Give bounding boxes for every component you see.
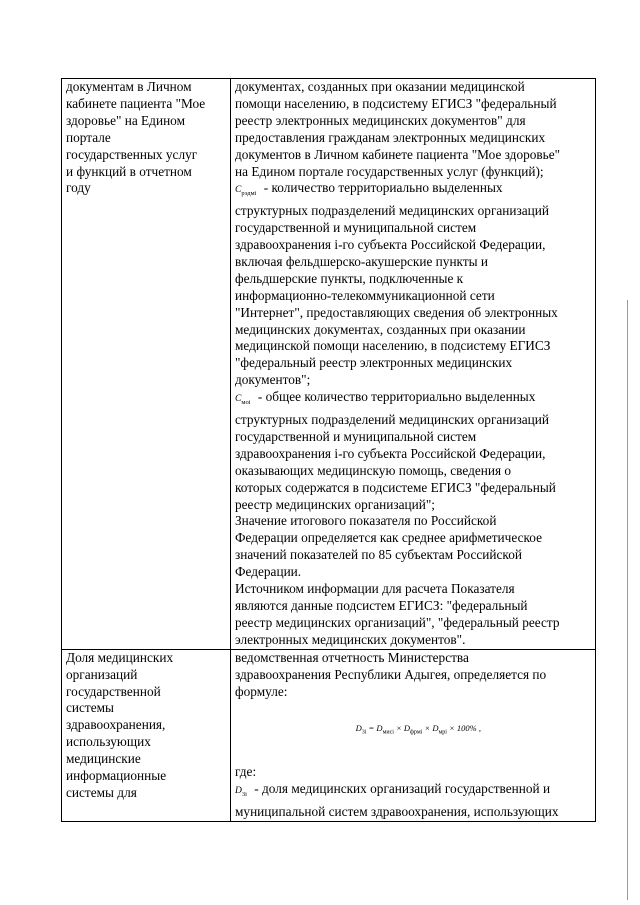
text-line: Значение итогового показателя по Российской: [235, 513, 497, 529]
text-line: включая фельдшерско-акушерские пункты и: [235, 253, 489, 269]
text-line: оказывающих медицинскую помощь, сведения о: [235, 462, 512, 478]
formula-operator: ×: [422, 723, 433, 734]
text-line: - доля медицинских организаций государственной и: [250, 780, 551, 796]
indicator-method-cell: [231, 649, 596, 821]
formula-subscript: 3i: [361, 730, 367, 737]
formula-operator: ×: [393, 723, 404, 734]
text-line: здравоохранения i-го субъекта Российской Федерации,: [235, 445, 546, 461]
text-line: помощи населению, в подсистему ЕГИСЗ "федеральный: [235, 95, 557, 111]
formula-subscript: мрi: [438, 730, 447, 737]
text-line: Федерации определяется как среднее арифметическое: [235, 530, 542, 546]
text-line: здоровье" на Едином: [66, 112, 185, 128]
definition-line: [235, 180, 593, 203]
formula-symbol: [235, 783, 247, 804]
text-line: государственной: [66, 683, 161, 699]
text-line: электронных медицинских документов".: [235, 631, 466, 647]
indicator-table: [61, 78, 596, 822]
text-line: предоставления гражданам электронных медицинских: [235, 129, 546, 145]
text-line: структурных подразделений медицинских организаций: [235, 203, 550, 219]
symbol-base: D: [235, 785, 242, 796]
symbol-subscript: 3i: [241, 790, 247, 798]
text-line: "Интернет", предоставляющих сведения об электронных: [235, 304, 558, 320]
text-line: - общее количество территориально выделенных: [254, 389, 536, 405]
symbol-base: C: [235, 394, 242, 405]
text-line: являются данные подсистем ЕГИСЗ: "федеральный: [235, 597, 528, 613]
text-line: "федеральный реестр электронных медицинских: [235, 355, 513, 371]
definition-line: [235, 389, 593, 412]
symbol-subscript: рэдмi: [241, 190, 257, 198]
text-line: медицинской помощи населению, в подсистему ЕГИСЗ: [235, 338, 551, 354]
formula-term: D: [376, 723, 383, 734]
symbol-subscript: моi: [241, 399, 251, 407]
indicator-name-cell: [62, 79, 231, 650]
text-line: документах, созданных при оказании медицинской: [235, 79, 525, 94]
formula-subscript: мисi: [382, 730, 394, 737]
text-line: Доля медицинских: [66, 649, 174, 665]
text-line: информационно-телекоммуникационной сети: [235, 287, 495, 303]
text-line: году: [66, 180, 91, 196]
text-line: и функций в отчетном: [66, 163, 192, 179]
definition-line: [235, 781, 593, 804]
formula: [235, 720, 593, 742]
text-line: системы для: [66, 784, 137, 800]
text-line: государственных услуг: [66, 146, 198, 162]
table-row: [62, 79, 596, 650]
text-line: документов в Личном кабинете пациента "Мое здоровье": [235, 146, 561, 162]
text-line: фельдшерские пункты, подключенные к: [235, 270, 464, 286]
text-line: документов";: [235, 372, 311, 388]
text-line: организаций: [66, 666, 138, 682]
text-line: которых содержатся в подсистеме ЕГИСЗ "федеральный: [235, 479, 556, 495]
text-line: структурных подразделений медицинских организаций: [235, 412, 550, 427]
text-line: на Едином портале государственных услуг (функций);: [235, 163, 544, 179]
text-line: реестр медицинских организаций", "федеральный реестр: [235, 614, 560, 630]
text-line: Источником информации для расчета Показателя: [235, 581, 515, 597]
text-line: медицинских документах, созданных при оказании: [235, 321, 526, 337]
text-line: государственной и муниципальной систем: [235, 220, 477, 236]
text-line: использующих: [66, 734, 151, 750]
text-line: где:: [235, 764, 257, 779]
table-row: [62, 649, 596, 821]
text-line: системы: [66, 700, 114, 716]
formula-symbol: [235, 182, 256, 203]
formula-operator: =: [366, 723, 377, 734]
text-line: медицинские: [66, 751, 141, 767]
text-line: - количество территориально выделенных: [260, 180, 503, 196]
text-line: кабинете пациента "Мое: [66, 95, 206, 111]
text-line: государственной и муниципальной систем: [235, 428, 477, 444]
text-line: документам в Личном: [66, 79, 192, 94]
text-line: Федерации.: [235, 564, 302, 580]
text-line: значений показателей по 85 субъектам Российской: [235, 547, 522, 563]
formula-term: D: [403, 723, 411, 734]
text-line: информационные: [66, 768, 167, 784]
formula-operator: × 100%: [446, 723, 477, 734]
symbol-base: C: [235, 185, 242, 196]
formula-symbol: [235, 391, 251, 412]
text-line: здравоохранения Республики Адыгея, определяется по: [235, 666, 547, 682]
text-line: формуле:: [235, 683, 288, 699]
text-line: здравоохранения,: [66, 717, 166, 733]
formula-punctuation: ,: [476, 723, 481, 734]
formula-subscript: фрмi: [410, 730, 423, 737]
text-line: реестр медицинских организаций";: [235, 496, 435, 512]
text-line: ведомственная отчетность Министерства: [235, 649, 469, 665]
text-line: реестр электронных медицинских документов" для: [235, 112, 526, 128]
formula-term: D: [355, 723, 362, 734]
formula-term: D: [432, 723, 439, 734]
text-line: здравоохранения i-го субъекта Российской Федерации,: [235, 237, 546, 253]
page-edge-line: [627, 300, 628, 900]
indicator-name-cell: [62, 649, 231, 821]
text-line: портале: [66, 129, 111, 145]
text-line: муниципальной систем здравоохранения, использующих: [235, 803, 559, 819]
indicator-method-cell: [231, 79, 596, 650]
